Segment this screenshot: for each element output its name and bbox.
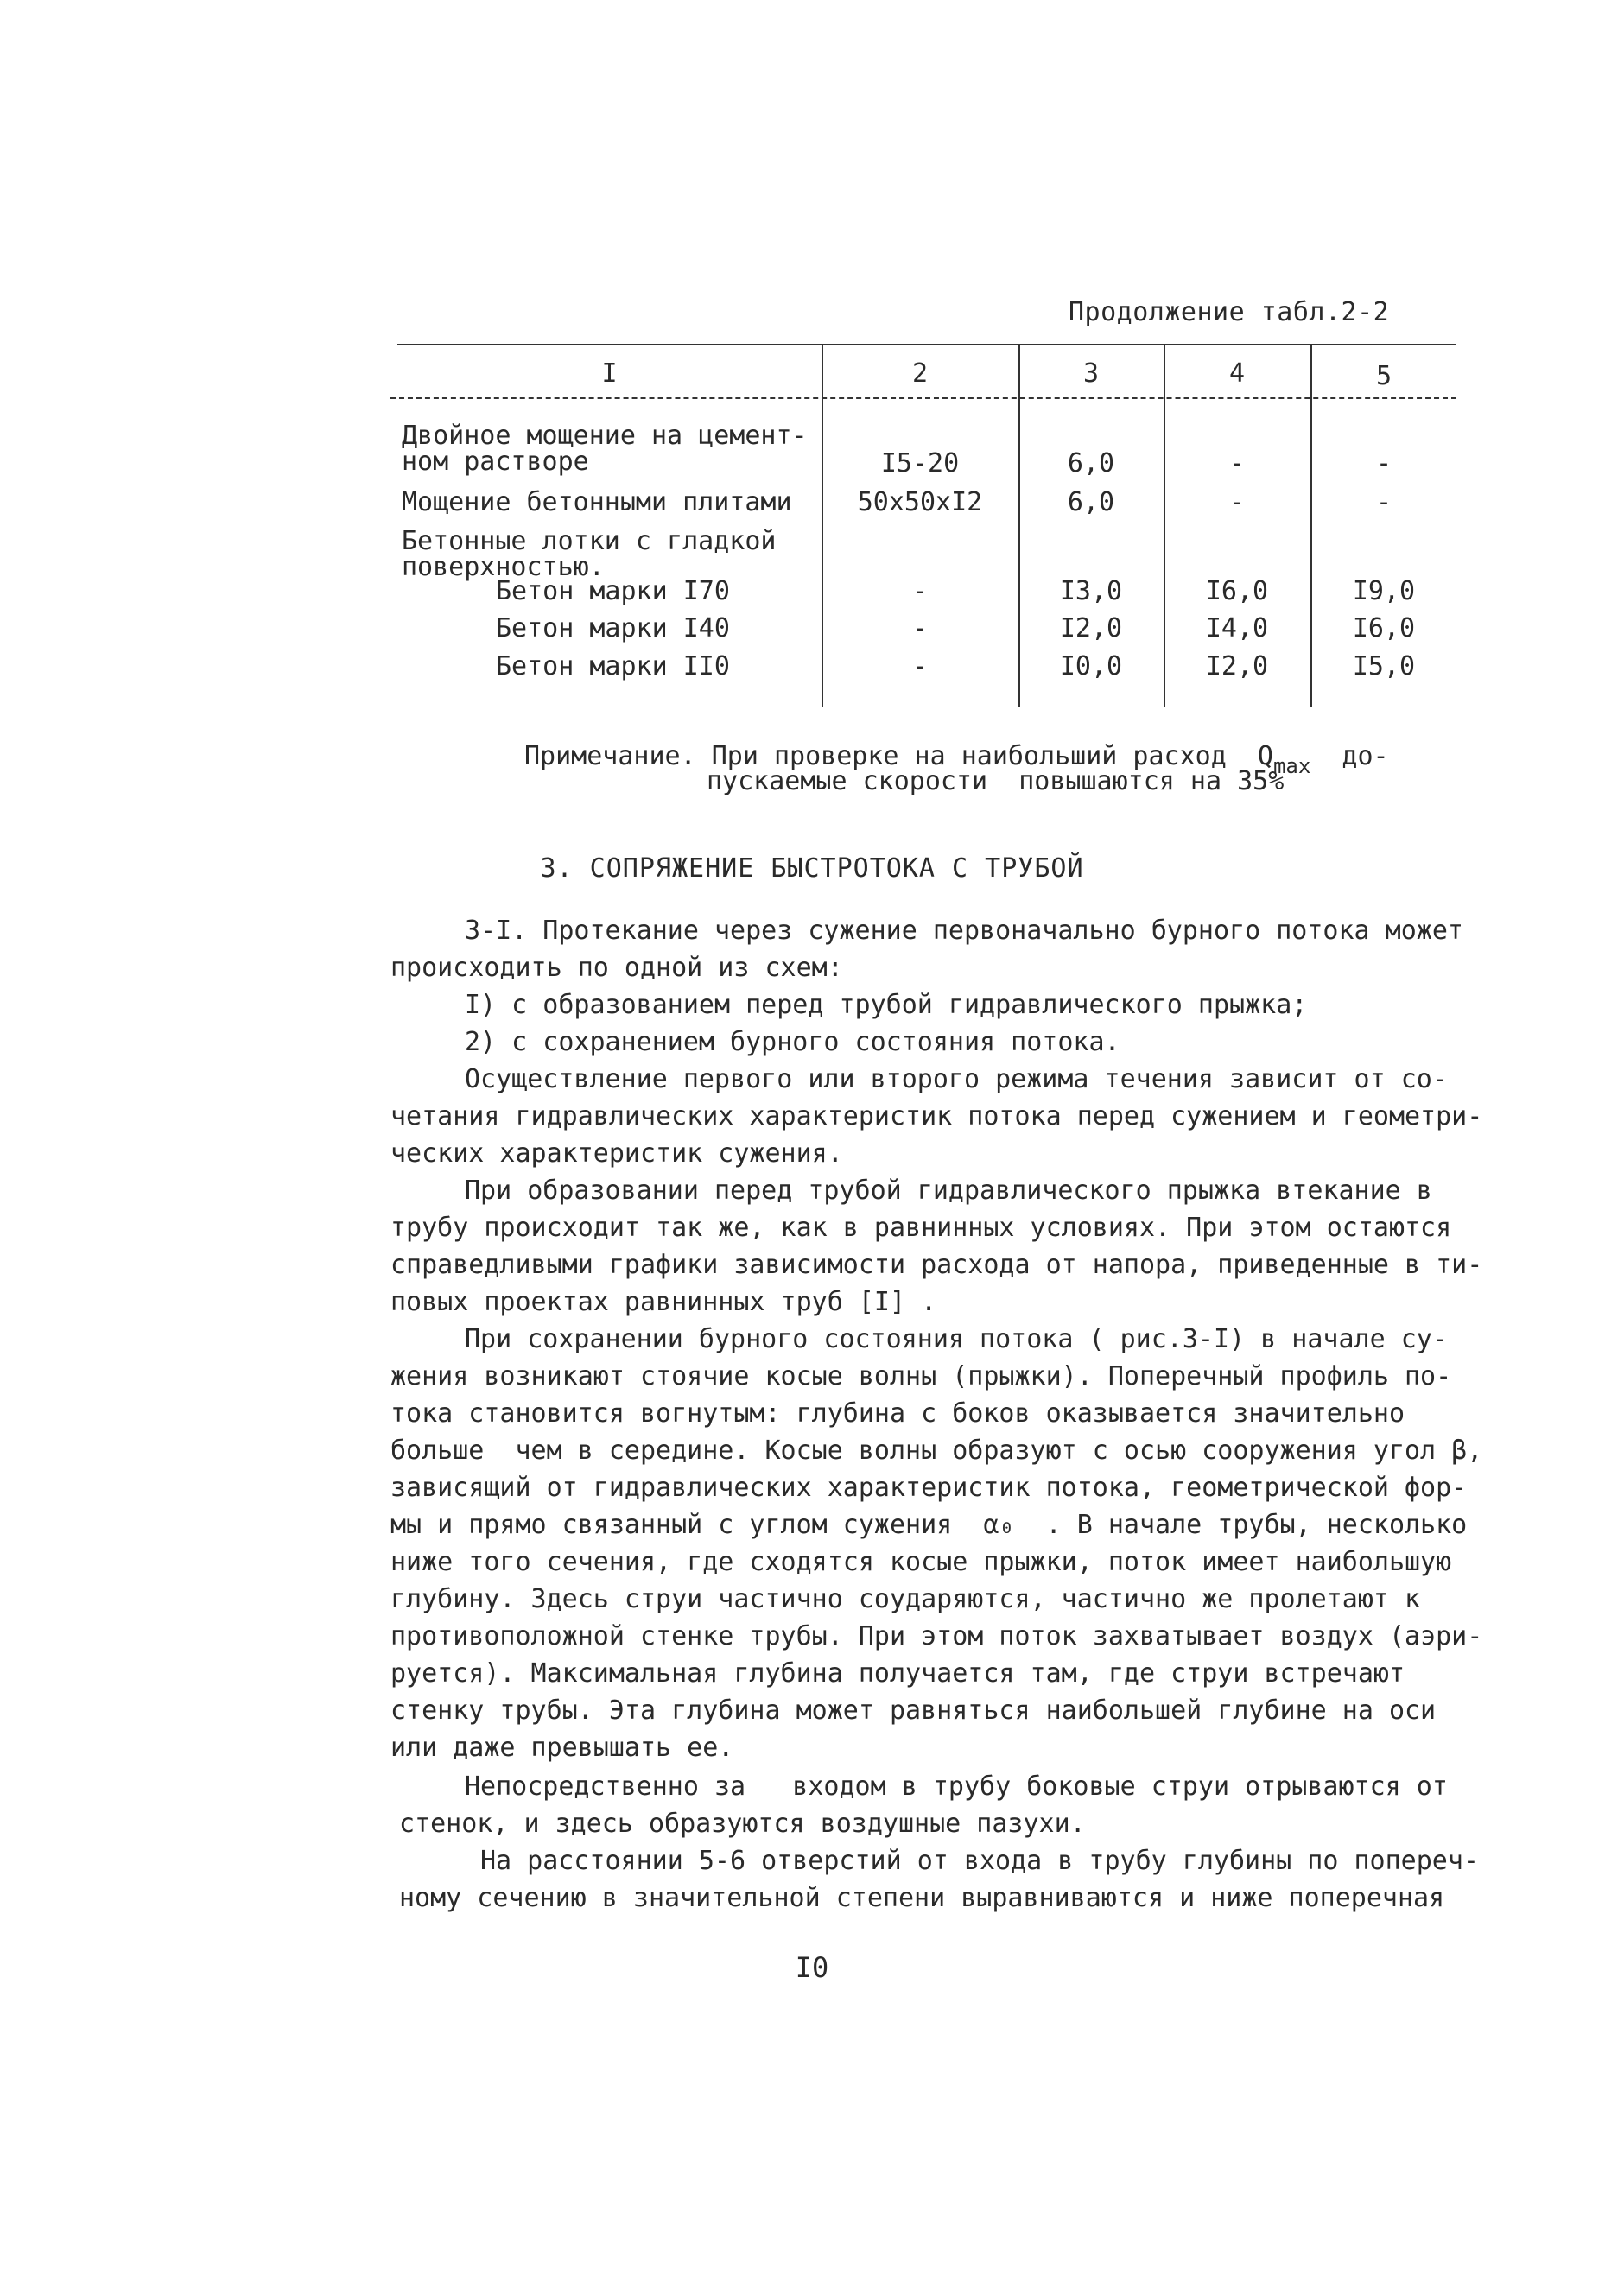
table-header-cell: 3 [1082,358,1100,389]
paragraph [390,986,1453,1024]
table-col-divider [822,344,823,707]
table-cell: I6,0 [1352,613,1416,643]
text-line: мы и прямо связанный с углом сужения α₀ . В начале трубы, несколько [390,1510,1468,1540]
table-col-divider [1164,344,1165,707]
table-row-label: Бетон марки I70 [496,576,730,606]
paragraph [390,1061,1483,1172]
table-cell: I0,0 [1059,651,1123,681]
table-cell: I3,0 [1059,576,1123,606]
table-cell: 6,0 [1067,487,1115,517]
paragraph [390,912,1463,986]
table-cell: - [911,576,929,606]
text-line: происходить по одной из схем: [390,953,843,983]
table-col-divider [1310,344,1312,707]
text-line: При сохранении бурного состояния потока ( рис.3-I) в начале су- [465,1324,1448,1354]
text-line: На расстоянии 5-6 отверстий от входа в трубу глубины по попереч- [480,1846,1479,1876]
text-line: противоположной стенке трубы. При этом поток захватывает воздух (аэри- [390,1621,1483,1651]
text-line: тока становится вогнутым: глубина с боков оказывается значительно [390,1398,1405,1429]
table-note-line2: пускаемые скорости повышаются на 35% [707,766,1285,796]
table-cell: - [911,613,929,643]
paragraph [390,1768,1453,1842]
table-cell: I5,0 [1352,651,1416,681]
table-header-rule [390,397,1456,399]
text-line: стенок, и здесь образуются воздушные пазухи. [399,1809,1086,1839]
text-line: ному сечению в значительной степени выравниваются и ниже поперечная [399,1883,1445,1913]
note-line1-end: до- [1310,741,1389,771]
table-row-label: Мощение бетонными плитами [402,487,792,517]
note-line1-text: Примечание. При проверке на наибольший расход Q [524,741,1273,771]
text-line: Непосредственно за входом в трубу боковые струи отрываются от [465,1771,1448,1802]
text-line: зависящий от гидравлических характеристик потока, геометрической фор- [390,1473,1468,1503]
table-top-rule [397,344,1456,345]
table-header-cell: I [601,358,618,389]
table-cell: I6,0 [1205,576,1269,606]
text-line: справедливыми графики зависимости расхода от напора, приведенные в ти- [390,1250,1483,1280]
table-row-label: Двойное мощение на цемент- ном растворе [402,421,808,477]
text-line: стенку трубы. Эта глубина может равняться наибольшей глубине на оси [390,1695,1437,1726]
table-cell: - [911,651,929,681]
text-line: повых проектах равнинных труб [I] . [390,1287,937,1317]
table-col-divider [1018,344,1020,707]
text-line: трубу происходит так же, как в равнинных условиях. При этом остаются [390,1213,1452,1243]
text-line: ниже того сечения, где сходятся косые прыжки, поток имеет наибольшую [390,1547,1452,1577]
table-cell: - [1375,448,1392,479]
table-cell: I9,0 [1352,576,1416,606]
table-cell: I4,0 [1205,613,1269,643]
paragraph [390,1024,1453,1061]
paragraph [390,1321,1483,1766]
section-heading: 3. СОПРЯЖЕНИЕ БЫСТРОТОКА С ТРУБОЙ [540,853,1084,884]
table-cell: - [1375,487,1392,517]
table-cell: 6,0 [1067,448,1115,479]
text-line: 2) с сохранением бурного состояния потока. [465,1027,1120,1057]
table-cell: I2,0 [1059,613,1123,643]
table-row-label: Бетон марки II0 [496,651,730,681]
text-line: или даже превышать ее. [390,1733,734,1763]
text-line: руется). Максимальная глубина получается там, где струи встречают [390,1658,1405,1689]
table-header-cell: 2 [911,358,929,389]
text-line: ческих характеристик сужения. [390,1138,843,1169]
page-number: I0 [795,1951,829,1984]
text-line: При образовании перед трубой гидравлического прыжка втекание в [465,1176,1432,1206]
text-line: жения возникают стоячие косые волны (прыжки). Поперечный профиль по- [390,1361,1452,1391]
table-row-label: Бетон марки I40 [496,613,730,643]
table-row-label: Бетонные лотки с гладкой поверхностью. [402,526,777,582]
table-header-cell: 4 [1228,358,1246,389]
table-cell: 50х50хI2 [857,487,983,517]
paragraph [390,1172,1483,1321]
table-caption: Продолжение табл.2-2 [1069,297,1390,327]
text-line: Осуществление первого или второго режима течения зависит от со- [465,1064,1448,1094]
paragraph [390,1842,1479,1917]
table-header-cell: 5 [1375,361,1392,391]
note-subscript: max [1272,754,1311,778]
text-line: I) с образованием перед трубой гидравлического прыжка; [465,990,1308,1020]
text-line: глубину. Здесь струи частично соударяются, частично же пролетают к [390,1584,1421,1614]
text-line: четания гидравлических характеристик потока перед сужением и геометри- [390,1101,1483,1131]
table-cell: I2,0 [1205,651,1269,681]
text-line: 3-I. Протекание через сужение первоначально бурного потока может [465,916,1463,946]
text-line: больше чем в середине. Косые волны образуют с осью сооружения угол β, [390,1436,1483,1466]
table-cell: - [1228,487,1246,517]
table-cell: - [1228,448,1246,479]
table-cell: I5-20 [880,448,960,479]
